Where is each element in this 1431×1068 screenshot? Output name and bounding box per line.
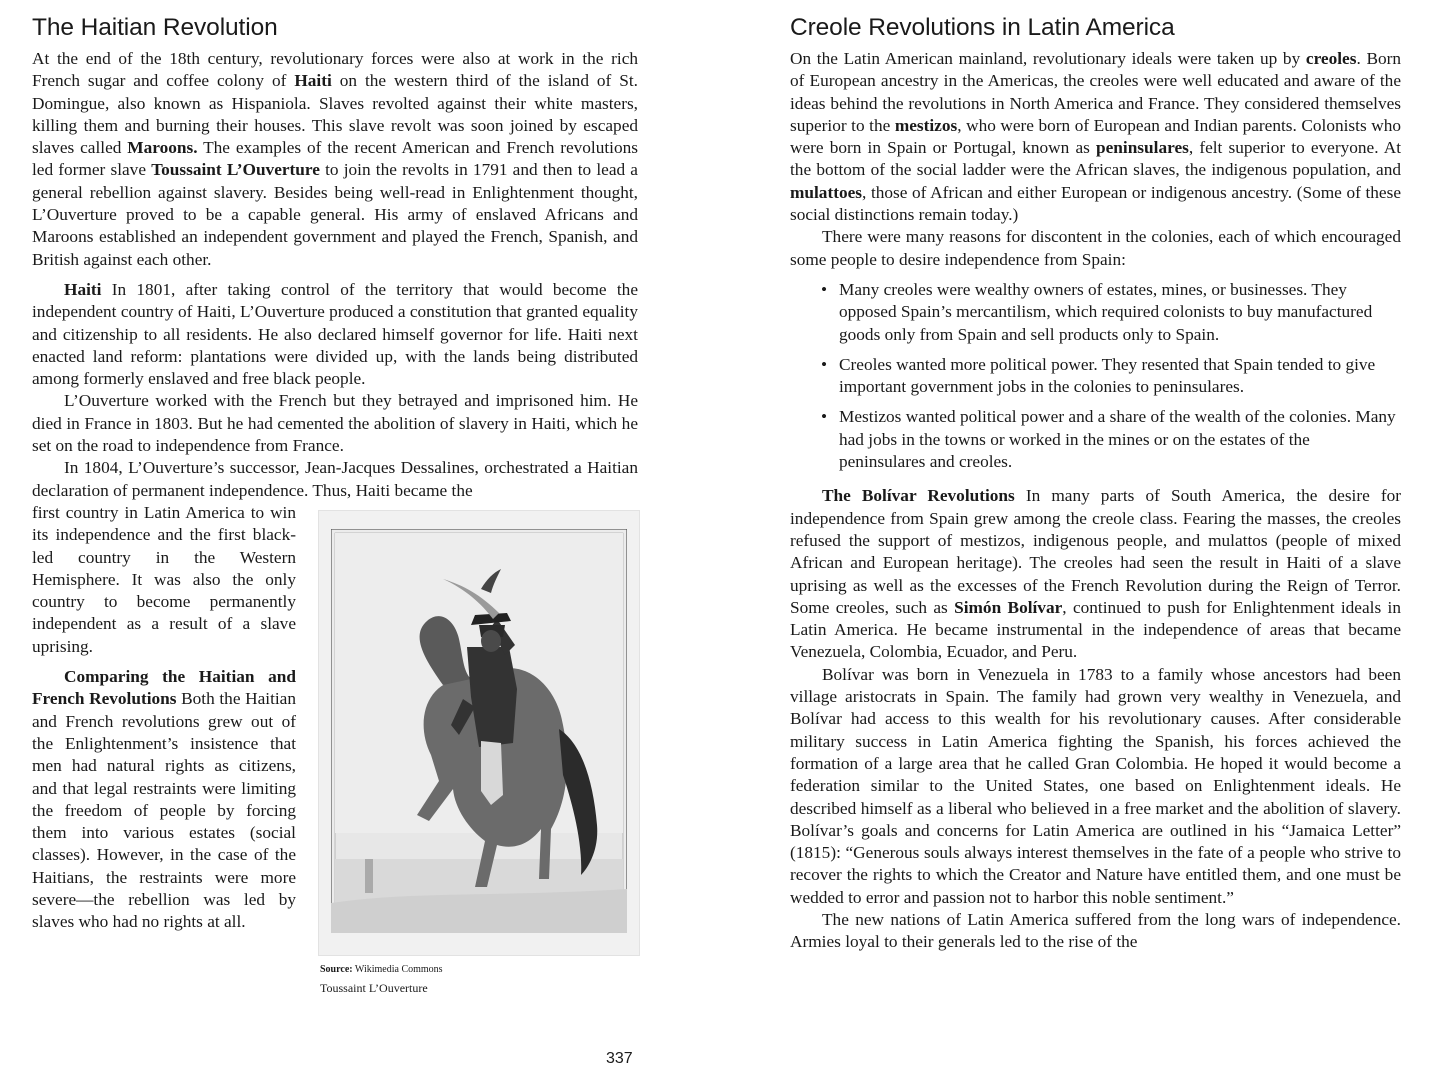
right-paragraph-5: The new nations of Latin America suffered from the long wars of independence. Armies loyal to their generals led to the rise of the bbox=[790, 909, 1401, 952]
left-paragraph-comparing: Comparing the Haitian and French Revolutions Both the Haitian and French revolutions grew out of the Enlightenment’s insistence that men had natural rights as citizens, and that legal restraints were limiting the freedom of people by forcing them into various estates (social classes). However, in the case of the Haitians, the restraints were more severe—the rebellion was led by slaves who had no rights at all. bbox=[32, 667, 296, 932]
list-item: • Mestizos wanted political power and a share of the wealth of the colonies. Many had jobs in the towns or worked in the mines or on the estates of the peninsulares and creoles. bbox=[821, 406, 1399, 473]
left-paragraph-4-intro: In 1804, L’Ouverture’s successor, Jean-Jacques Dessalines, orchestrated a Haitian declaration of permanent independence. Thus, Haiti became the bbox=[32, 458, 638, 500]
rider-on-horse-illustration bbox=[331, 529, 627, 933]
right-paragraph-2: There were many reasons for discontent in the colonies, each of which encouraged some people to desire independence from Spain: bbox=[790, 227, 1401, 269]
discontent-reasons-list bbox=[821, 279, 1401, 473]
left-page-title: The Haitian Revolution bbox=[32, 14, 278, 41]
right-paragraph-bolivar: The Bolívar Revolutions In many parts of South America, the desire for independence from Spain grew among the creole class. Fearing the masses, the creoles refused the support of mestizos, indigenous people, and mulattos (people of mixed African and European heritage). The creoles had seen the result in Haiti of a slave uprising as well as the excesses of the French Revolution during the Reign of Terror. Some creoles, such as Simón Bolívar, continued to push for Enlightenment ideals in Latin America. He became instrumental in the independence of areas that became Venezuela, Colombia, Ecuador, and Peru. bbox=[790, 486, 1402, 662]
right-page bbox=[790, 0, 1401, 954]
left-paragraph-1: At the end of the 18th century, revolutionary forces were also at work in the rich French sugar and coffee colony of Haiti on the western third of the island of St. Domingue, also known as Hispaniola. Slaves revolted against their white masters, killing them and burning their houses. This slave revolt was soon joined by escaped slaves called Maroons. The examples of the recent American and French revolutions led former slave Toussaint L’Ouverture to join the revolts in 1791 and then to lead a general rebellion against slavery. Besides being well-read in Enlightenment thought, L’Ouverture proved to be a capable general. His army of enslaved Africans and Maroons established an independent government and played the French, Spanish, and British against each other. bbox=[32, 49, 638, 269]
figure-source: Source: Wikimedia Commons bbox=[320, 963, 443, 975]
figure-caption: Toussaint L’Ouverture bbox=[320, 980, 428, 995]
left-page bbox=[32, 0, 638, 996]
right-paragraph-1: On the Latin American mainland, revolutionary ideals were taken up by creoles. Born of European ancestry in the Americas, the creoles were well educated and aware of the ideas behind the revolutions in North America and France. They considered themselves superior to the mestizos, who were born of European and Indian parents. Colonists who were born in Spain or Portugal, known as peninsulares, felt superior to everyone. At the bottom of the social ladder were the African slaves, the indigenous population, and mulattoes, those of African and either European or indigenous ancestry. (Some of these social distinctions remain today.) bbox=[790, 49, 1402, 225]
left-paragraph-4-continued: first country in Latin America to win its independence and the first black-led country in the Western Hemisphere. It was also the only country to become permanently independent as a result of a slave uprising. bbox=[32, 502, 296, 656]
left-paragraph-haiti: Haiti In 1801, after taking control of the territory that would become the independent country of Haiti, L’Ouverture produced a constitution that granted equality and citizenship to all residents. He also declared himself governor for life. Haiti next enacted land reform: plantations were divided up, with the lands being distributed among formerly enslaved and free black people. bbox=[32, 279, 638, 389]
toussaint-engraving-image bbox=[318, 510, 640, 956]
list-item: • Creoles wanted more political power. They resented that Spain tended to give important government jobs in the colonies to peninsulares. bbox=[821, 354, 1399, 399]
figure-toussaint bbox=[318, 510, 640, 996]
list-item: • Many creoles were wealthy owners of estates, mines, or businesses. They opposed Spain’s mercantilism, which required colonists to buy manufactured goods only from Spain and sell products only to Spain. bbox=[821, 279, 1399, 346]
right-paragraph-4: Bolívar was born in Venezuela in 1783 to a family whose ancestors had been village aristocrats in Spain. The family had grown very wealthy in Venezuela, and Bolívar had access to this wealth for his revolutionary causes. After considerable military success in Latin America fighting the Spanish, his forces achieved the formation of a large area that he called Gran Colombia. He hoped it would become a federation similar to the United States, one based on Enlightenment ideals. He described himself as a liberal who believed in a free market and the abolition of slavery. Bolívar’s goals and concerns for Latin America are outlined in his “Jamaica Letter” (1815): “Generous souls always interest themselves in the fate of a people who strive to recover the rights to which the Creator and Nature have entitled them, and one must be wedded to error and passion not to harbor this noble sentiment.” bbox=[790, 664, 1401, 907]
left-paragraph-3: L’Ouverture worked with the French but they betrayed and imprisoned him. He died in France in 1803. But he had cemented the abolition of slavery in Haiti, which he set on the road to independence from France. bbox=[32, 391, 638, 456]
page-number: 337 bbox=[606, 1050, 633, 1067]
right-page-title: Creole Revolutions in Latin America bbox=[790, 14, 1175, 41]
